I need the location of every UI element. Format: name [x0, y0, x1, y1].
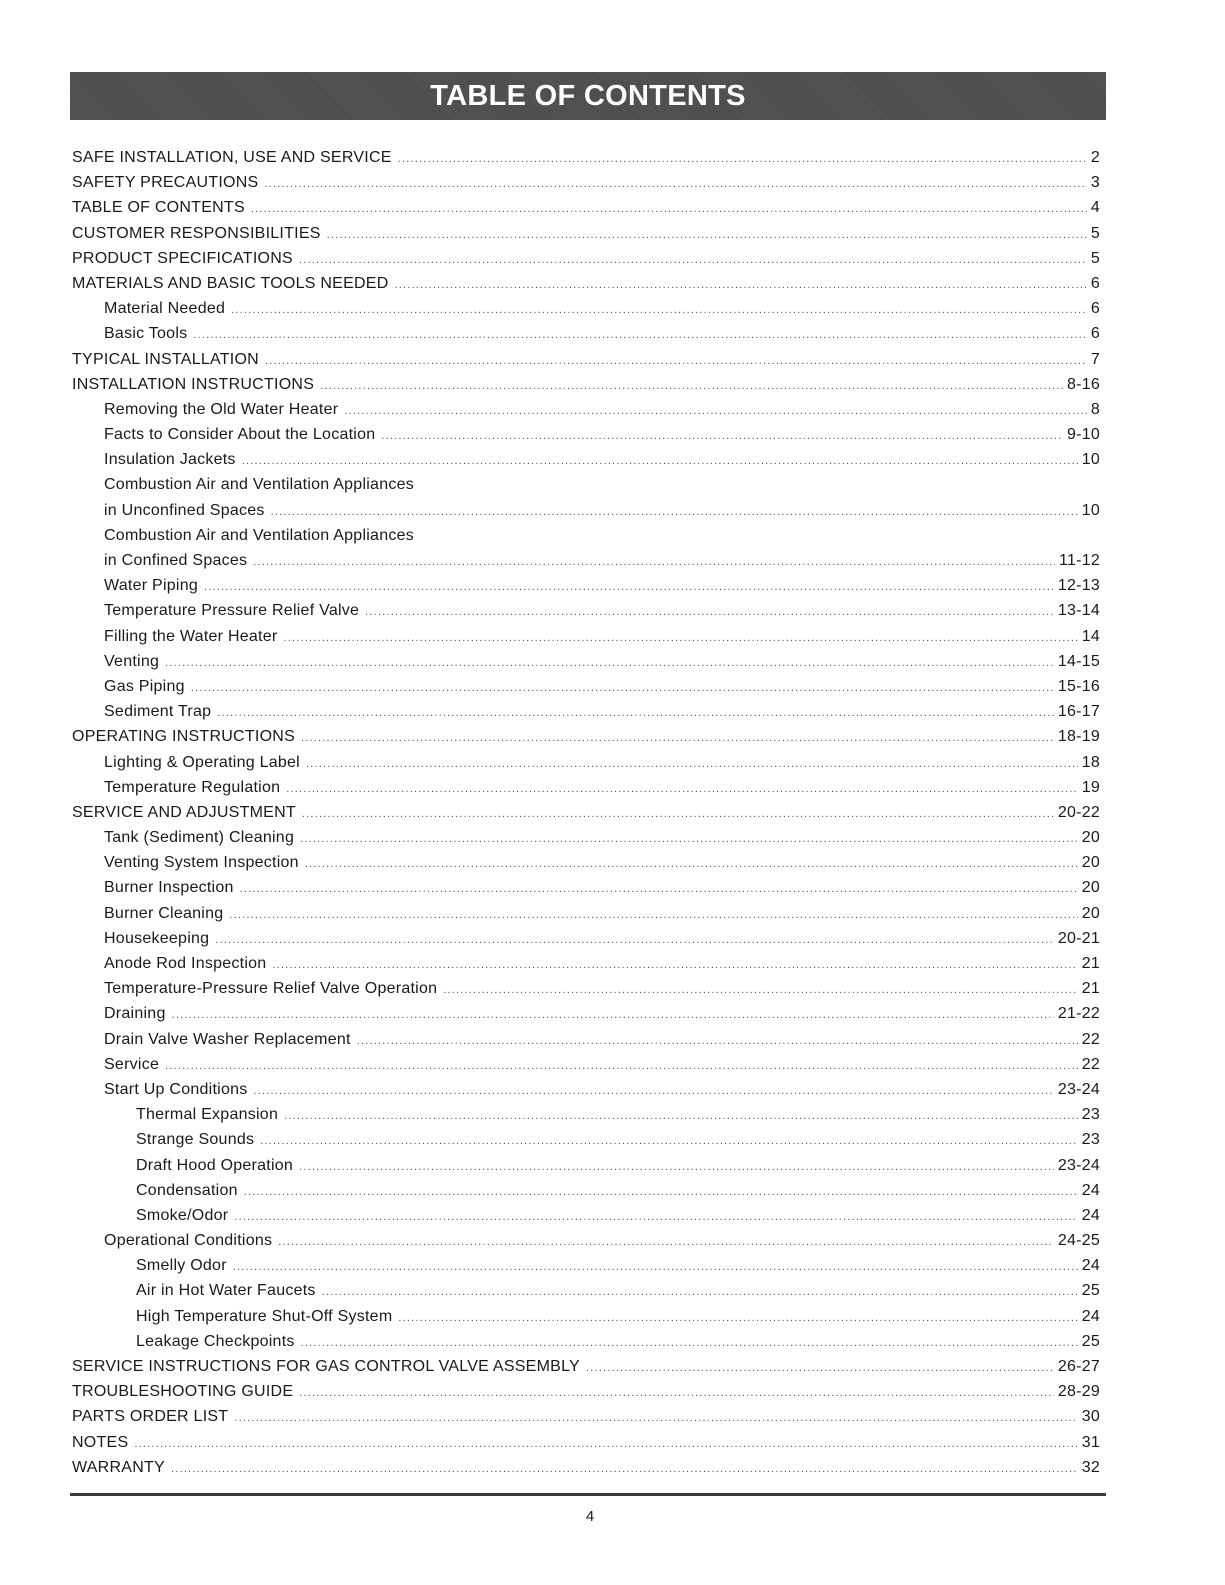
toc-entry-label: PARTS ORDER LIST: [72, 1408, 229, 1426]
dot-leader: [231, 298, 1087, 323]
toc-entry: [72, 1354, 1100, 1379]
toc-entry-label: Removing the Old Water Heater: [104, 400, 339, 418]
dot-leader: [284, 1104, 1078, 1129]
toc-entry-label: Operational Conditions: [104, 1232, 273, 1250]
toc-entry: [72, 321, 1100, 346]
toc-entry: [72, 875, 1100, 900]
toc-entry: [72, 1253, 1100, 1278]
toc-entry-label: Smoke/Odor: [136, 1206, 229, 1224]
toc-entry-label: SERVICE INSTRUCTIONS FOR GAS CONTROL VALVE ASSEMBLY: [72, 1358, 580, 1375]
dot-leader: [301, 1331, 1078, 1356]
toc-entry-page: 6: [1090, 274, 1100, 292]
toc-entry-page: 18: [1081, 753, 1100, 771]
toc-entry-page: 24-25: [1057, 1232, 1100, 1250]
toc-entry-page: 14-15: [1057, 652, 1100, 670]
dot-leader: [242, 449, 1078, 474]
toc-entry-label: Service: [104, 1055, 160, 1073]
toc-entry-label: Strange Sounds: [136, 1131, 255, 1149]
toc-entry-page: 20: [1081, 879, 1100, 897]
toc-entry-page: 21: [1081, 955, 1100, 972]
toc-entry-page: 13-14: [1057, 602, 1100, 620]
toc-entry-label: Filling the Water Heater: [104, 627, 278, 645]
dot-leader: [300, 827, 1078, 852]
toc-entry-label: Gas Piping: [104, 677, 185, 695]
toc-entry-page: 10: [1081, 501, 1100, 519]
toc-entry: [72, 598, 1100, 623]
toc-entry-page: 20: [1081, 854, 1100, 872]
toc-entry: [72, 1404, 1100, 1429]
toc-entry: [72, 271, 1100, 296]
dot-leader: [271, 500, 1078, 525]
toc-entry-label: Draining: [104, 1005, 166, 1023]
dot-leader: [264, 172, 1086, 197]
toc-entry: [72, 825, 1100, 850]
toc-entry-page: 7: [1090, 350, 1100, 368]
dot-leader: [234, 1406, 1077, 1431]
toc-entry-label: INSTALLATION INSTRUCTIONS: [72, 375, 315, 393]
toc-entry-label: Drain Valve Washer Replacement: [104, 1030, 351, 1048]
toc-list: [72, 145, 1100, 1480]
toc-entry: [72, 750, 1100, 775]
dot-leader: [327, 223, 1087, 248]
dot-leader: [244, 1180, 1078, 1205]
dot-leader: [253, 550, 1055, 575]
toc-entry-label: CUSTOMER RESPONSIBILITIES: [72, 224, 321, 242]
toc-entry: [72, 674, 1100, 699]
dot-leader: [234, 1205, 1077, 1230]
toc-entry: [72, 472, 1100, 497]
toc-entry-page: 19: [1081, 778, 1100, 796]
dot-leader: [299, 1155, 1054, 1180]
toc-entry-page: 4: [1090, 199, 1100, 217]
toc-entry: [72, 1329, 1100, 1354]
toc-entry-label: Start Up Conditions: [104, 1080, 248, 1098]
dot-leader: [253, 1079, 1053, 1104]
toc-entry: [72, 221, 1100, 246]
toc-entry: [72, 1430, 1100, 1455]
toc-entry-label: TYPICAL INSTALLATION: [72, 350, 259, 368]
toc-entry-label: Facts to Consider About the Location: [104, 426, 376, 444]
toc-entry-label: Air in Hot Water Faucets: [136, 1282, 316, 1300]
toc-entry-label: Temperature-Pressure Relief Valve Operation: [104, 980, 438, 998]
toc-entry: [72, 775, 1100, 800]
dot-leader: [134, 1432, 1077, 1457]
toc-entry: [72, 296, 1100, 321]
page-number: 4: [585, 1508, 595, 1525]
dot-leader: [229, 903, 1077, 928]
toc-entry: [72, 1102, 1100, 1127]
toc-entry-label: High Temperature Shut-Off System: [136, 1307, 393, 1325]
page-title: TABLE OF CONTENTS: [430, 79, 746, 112]
toc-entry-page: 23-24: [1057, 1156, 1100, 1174]
dot-leader: [191, 676, 1054, 701]
toc-entry-label: Tank (Sediment) Cleaning: [104, 829, 295, 847]
toc-entry: [72, 422, 1100, 447]
toc-entry: [72, 1278, 1100, 1303]
dot-leader: [172, 1003, 1054, 1028]
toc-entry-page: 24: [1081, 1206, 1100, 1224]
toc-entry-label: Venting: [104, 652, 160, 670]
toc-entry: [72, 649, 1100, 674]
dot-leader: [272, 953, 1077, 978]
toc-entry-page: 9-10: [1066, 426, 1100, 444]
toc-entry-page: 21: [1081, 980, 1100, 998]
dot-leader: [301, 726, 1054, 751]
toc-entry-page: 12-13: [1057, 577, 1100, 595]
toc-entry: [72, 1203, 1100, 1228]
toc-entry-page: 10: [1081, 451, 1100, 469]
toc-entry-label: MATERIALS AND BASIC TOOLS NEEDED: [72, 274, 389, 292]
toc-entry: [72, 951, 1100, 976]
toc-entry-label: Anode Rod Inspection: [104, 955, 267, 972]
toc-entry-page: 24: [1081, 1257, 1100, 1275]
toc-entry: [72, 1304, 1100, 1329]
toc-entry: [72, 498, 1100, 523]
toc-entry-page: 26-27: [1057, 1358, 1100, 1375]
toc-entry-label: Lighting & Operating Label: [104, 753, 300, 771]
toc-entry-label: in Confined Spaces: [104, 552, 248, 569]
dot-leader: [586, 1356, 1054, 1381]
toc-entry-label: in Unconfined Spaces: [104, 501, 265, 519]
toc-entry-label: Draft Hood Operation: [136, 1156, 294, 1174]
toc-entry-page: 8-16: [1066, 375, 1100, 393]
toc-entry-label: TROUBLESHOOTING GUIDE: [72, 1383, 294, 1401]
toc-entry-page: 2: [1090, 149, 1100, 166]
toc-entry-page: 23: [1081, 1131, 1100, 1149]
toc-entry: [72, 195, 1100, 220]
toc-entry: [72, 246, 1100, 271]
toc-entry: [72, 447, 1100, 472]
toc-entry-page: 8: [1090, 400, 1100, 418]
toc-entry: [72, 1052, 1100, 1077]
toc-entry-page: 11-12: [1059, 552, 1100, 569]
dot-leader: [233, 1255, 1078, 1280]
toc-entry-page: 22: [1081, 1055, 1100, 1073]
toc-entry: [72, 901, 1100, 926]
toc-entry-label: SAFETY PRECAUTIONS: [72, 174, 259, 192]
dot-leader: [305, 852, 1078, 877]
toc-entry-label: PRODUCT SPECIFICATIONS: [72, 249, 293, 267]
toc-entry: [72, 1178, 1100, 1203]
toc-entry-label: Smelly Odor: [136, 1257, 227, 1275]
dot-leader: [251, 197, 1087, 222]
toc-entry: [72, 573, 1100, 598]
toc-entry: [72, 724, 1100, 749]
toc-entry-page: 21-22: [1057, 1005, 1100, 1023]
toc-entry: [72, 1228, 1100, 1253]
toc-entry: [72, 372, 1100, 397]
toc-entry-page: 6: [1090, 325, 1100, 343]
toc-entry-page: 14: [1081, 627, 1100, 645]
toc-entry-page: 18-19: [1057, 728, 1100, 746]
toc-entry-label: Insulation Jackets: [104, 451, 236, 469]
toc-entry: [72, 1153, 1100, 1178]
toc-entry: [72, 1127, 1100, 1152]
toc-entry-label: SERVICE AND ADJUSTMENT: [72, 803, 296, 821]
toc-entry: [72, 1455, 1100, 1480]
toc-entry: [72, 397, 1100, 422]
toc-entry: [72, 170, 1100, 195]
dot-leader: [240, 877, 1078, 902]
toc-entry-page: 25: [1081, 1332, 1100, 1350]
toc-entry: [72, 1379, 1100, 1404]
dot-leader: [165, 651, 1054, 676]
dot-leader: [443, 978, 1077, 1003]
dot-leader: [171, 1457, 1078, 1482]
toc-entry-label: OPERATING INSTRUCTIONS: [72, 728, 295, 746]
toc-entry-label: Burner Inspection: [104, 879, 234, 897]
toc-entry: [72, 145, 1100, 170]
toc-entry-page: 23: [1081, 1106, 1100, 1124]
toc-entry: [72, 548, 1100, 573]
dot-leader: [357, 1029, 1078, 1054]
dot-leader: [398, 1306, 1077, 1331]
dot-leader: [204, 575, 1054, 600]
dot-leader: [299, 1381, 1054, 1406]
dot-leader: [165, 1054, 1078, 1079]
toc-entry-page: 30: [1081, 1408, 1100, 1426]
dot-leader: [306, 752, 1078, 777]
toc-entry-label: NOTES: [72, 1433, 129, 1451]
dot-leader: [365, 600, 1054, 625]
dot-leader: [299, 248, 1087, 273]
bottom-rule: [70, 1493, 1106, 1496]
toc-entry-label: Basic Tools: [104, 325, 188, 343]
dot-leader: [278, 1230, 1054, 1255]
toc-entry-page: 5: [1090, 224, 1100, 242]
toc-entry: [72, 699, 1100, 724]
toc-entry-page: 24: [1081, 1307, 1100, 1325]
dot-leader: [215, 928, 1054, 953]
toc-entry-label: Housekeeping: [104, 929, 210, 947]
dot-leader: [398, 147, 1087, 172]
toc-entry-label: Venting System Inspection: [104, 854, 299, 872]
toc-entry-label: Sediment Trap: [104, 703, 212, 721]
toc-entry-label: Leakage Checkpoints: [136, 1332, 295, 1350]
toc-entry-page: 23-24: [1057, 1080, 1100, 1098]
toc-entry-label: Condensation: [136, 1181, 238, 1199]
toc-entry-page: 24: [1081, 1181, 1100, 1199]
dot-leader: [286, 777, 1077, 802]
toc-entry: [72, 523, 1100, 548]
toc-entry-page: 31: [1081, 1433, 1100, 1451]
toc-entry-label: TABLE OF CONTENTS: [72, 199, 245, 217]
toc-entry-label: Material Needed: [104, 300, 226, 318]
toc-entry-label: Temperature Regulation: [104, 778, 281, 796]
dot-leader: [320, 374, 1063, 399]
toc-entry-label: Water Piping: [104, 577, 198, 595]
toc-entry: [72, 850, 1100, 875]
dot-leader: [395, 273, 1087, 298]
toc-entry-page: 22: [1081, 1030, 1100, 1048]
toc-entry-page: 28-29: [1057, 1383, 1100, 1401]
dot-leader: [344, 399, 1087, 424]
toc-entry-page: 25: [1081, 1282, 1100, 1300]
toc-entry: [72, 976, 1100, 1001]
toc-entry-page: 6: [1090, 300, 1100, 318]
toc-entry-page: 3: [1090, 174, 1100, 192]
dot-leader: [302, 802, 1054, 827]
toc-entry: [72, 347, 1100, 372]
toc-entry-page: 20: [1081, 829, 1100, 847]
toc-entry-page: 16-17: [1057, 703, 1100, 721]
dot-leader: [381, 424, 1063, 449]
toc-entry: [72, 800, 1100, 825]
dot-leader: [193, 323, 1086, 348]
dot-leader: [265, 349, 1087, 374]
toc-entry-label: Temperature Pressure Relief Valve: [104, 602, 360, 620]
toc-entry: [72, 1001, 1100, 1026]
dot-leader: [322, 1280, 1078, 1305]
toc-entry-label: SAFE INSTALLATION, USE AND SERVICE: [72, 149, 392, 166]
toc-entry: [72, 1027, 1100, 1052]
dot-leader: [260, 1129, 1077, 1154]
dot-leader: [217, 701, 1054, 726]
toc-entry-page: 20-21: [1057, 929, 1100, 947]
toc-entry: [72, 926, 1100, 951]
toc-entry-page: 32: [1081, 1458, 1100, 1476]
toc-entry-label: Combustion Air and Ventilation Appliances: [104, 476, 414, 494]
toc-entry-label: Thermal Expansion: [136, 1106, 279, 1124]
toc-entry-page: 5: [1090, 249, 1100, 267]
toc-entry: [72, 624, 1100, 649]
title-banner: [70, 72, 1106, 120]
dot-leader: [283, 626, 1077, 651]
toc-entry-page: 15-16: [1057, 677, 1100, 695]
toc-entry-page: 20-22: [1057, 803, 1100, 821]
toc-entry-label: Combustion Air and Ventilation Appliances: [104, 526, 414, 544]
toc-entry: [72, 1077, 1100, 1102]
toc-entry-label: WARRANTY: [72, 1458, 165, 1476]
toc-entry-label: Burner Cleaning: [104, 904, 224, 922]
toc-entry-page: 20: [1081, 904, 1100, 922]
